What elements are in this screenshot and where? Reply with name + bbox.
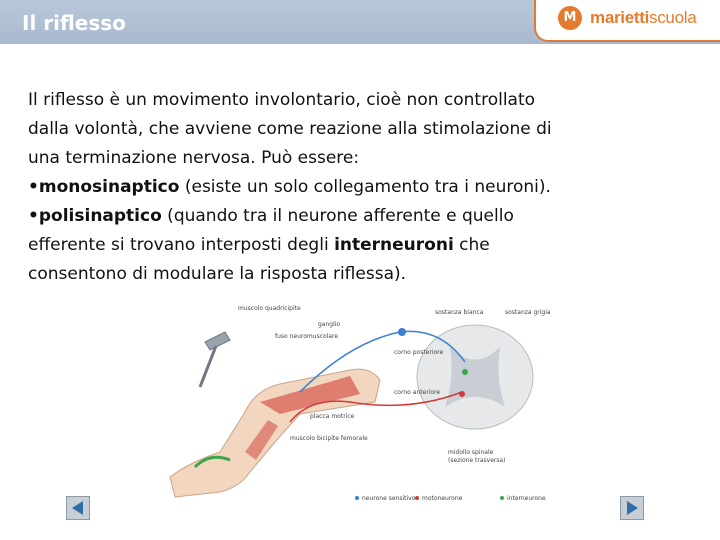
text-line: consentono di modulare la risposta riflessa). <box>28 264 407 284</box>
bullet-monosinaptico <box>28 173 698 202</box>
reflex-diagram <box>150 302 564 516</box>
text-span: efferente si trovano interposti degli <box>28 235 335 255</box>
interneuron-dot <box>462 369 468 375</box>
next-slide-button[interactable] <box>620 496 644 520</box>
legend-interneurone: interneurone <box>507 495 546 502</box>
label-ganglio: ganglio <box>318 321 341 328</box>
triangle-left-icon <box>67 497 89 519</box>
text-line: Il riflesso è un movimento involontario, cioè non controllato <box>28 90 536 110</box>
bullet-text: (esiste un solo collegamento tra i neuroni). <box>179 177 551 197</box>
label-corno-posteriore: corno posteriore <box>394 349 444 356</box>
bullet-term: •polisinaptico <box>28 206 162 226</box>
hammer-handle <box>200 346 216 387</box>
label-midollo: midollo spinale <box>448 449 494 456</box>
previous-slide-button[interactable] <box>66 496 90 520</box>
text-span: che <box>453 235 490 255</box>
label-quadricipite: muscolo quadricipite <box>238 305 301 312</box>
bullet-text: (quando tra il neurone afferente e quello <box>161 206 514 226</box>
label-sostanza-bianca: sostanza bianca <box>435 309 484 316</box>
legend-dot-sensitivo <box>355 496 359 500</box>
slide-title: Il riflesso <box>22 11 126 35</box>
legend-dot-interneurone <box>500 496 504 500</box>
text-line: dalla volontà, che avviene come reazione alla stimolazione di <box>28 119 552 139</box>
term-interneuroni: interneuroni <box>334 235 454 255</box>
logo-text <box>590 8 696 28</box>
logo-mark-icon: M <box>558 6 582 30</box>
label-placca-motrice: placca motrice <box>310 413 355 420</box>
bullet-polisinaptico <box>28 202 698 231</box>
legend-motoneurone: motoneurone <box>422 495 463 502</box>
publisher-logo <box>534 0 720 42</box>
label-bicipite: muscolo bicipite femorale <box>290 435 368 442</box>
bullet-term: •monosinaptico <box>28 177 180 197</box>
label-sostanza-grigia: sostanza grigia <box>505 309 551 316</box>
logo-brand: marietti <box>590 8 650 27</box>
slide-body <box>28 86 698 289</box>
text-line <box>28 231 698 260</box>
logo-suffix: scuola <box>649 8 697 27</box>
slide-header <box>0 0 720 44</box>
label-sezione: (sezione trasversa) <box>448 457 506 464</box>
label-fuso: fuso neuromuscolare <box>275 333 339 340</box>
legend-sensitivo: neurone sensitivo <box>362 495 416 502</box>
motor-neuron-dot <box>459 391 465 397</box>
hammer-head <box>205 332 230 350</box>
legend-dot-motoneurone <box>415 496 419 500</box>
triangle-right-icon <box>621 497 643 519</box>
reflex-arc-illustration <box>150 302 564 516</box>
ganglion-dot <box>398 328 406 336</box>
text-line: una terminazione nervosa. Può essere: <box>28 148 360 168</box>
label-corno-anteriore: corno anteriore <box>394 389 441 396</box>
